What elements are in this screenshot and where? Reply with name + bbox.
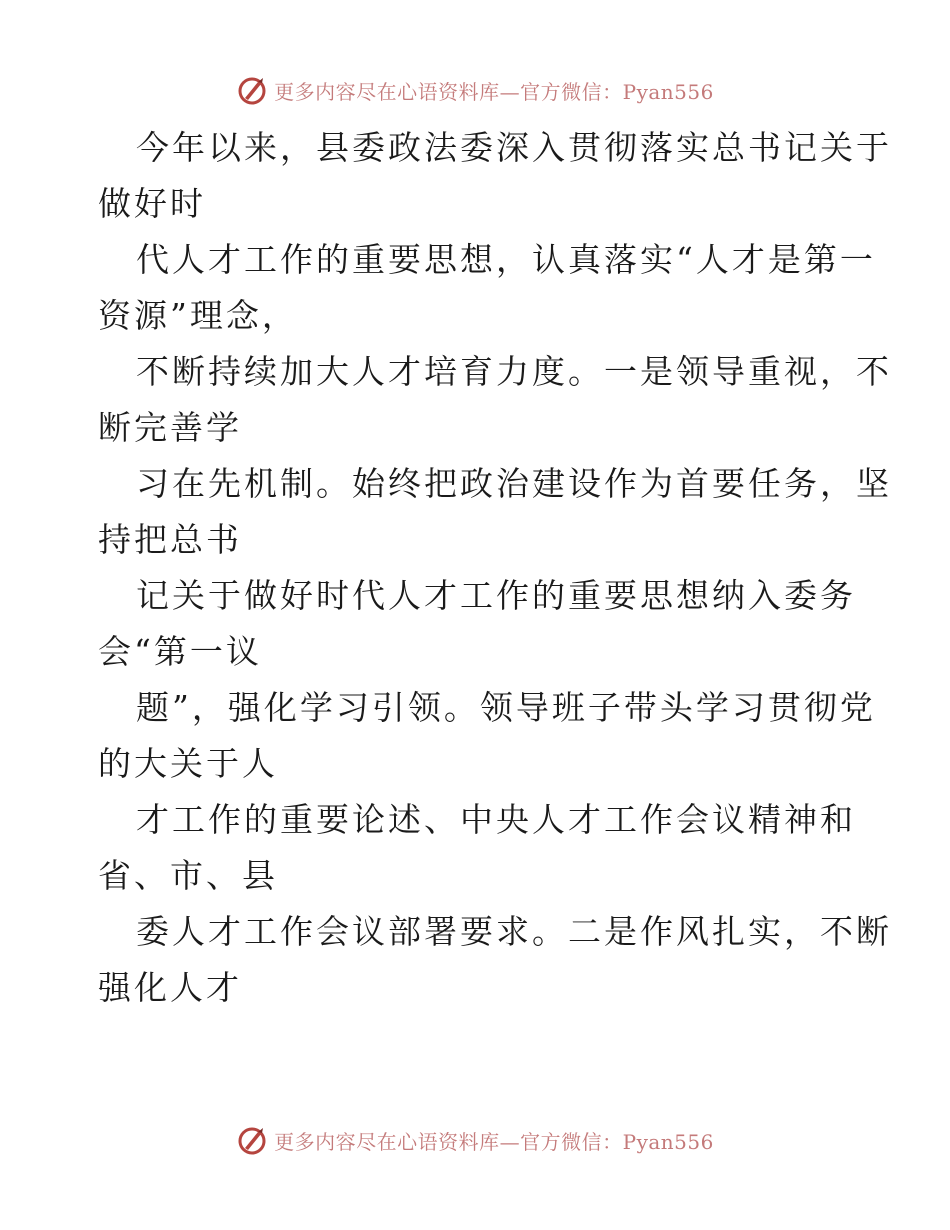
paragraph-line: 才工作的重要论述、中央人才工作会议精神和 [136, 800, 856, 839]
paragraph-line: 委人才工作会议部署要求。二是作风扎实，不断 [136, 912, 892, 951]
paragraph-line: 断完善学 [98, 408, 242, 447]
paragraph-line: 的大关于人 [98, 744, 278, 783]
paragraph [98, 792, 858, 904]
footer-banner [0, 1120, 950, 1160]
paragraph-line: 会“第一议 [98, 632, 262, 671]
paragraph-line: 题”，强化学习引领。领导班子带头学习贯彻党 [136, 688, 876, 727]
quill-pen-seal-icon [236, 1124, 268, 1156]
paragraph-line: 习在先机制。始终把政治建设作为首要任务，坚 [136, 464, 892, 503]
document-body [98, 120, 892, 1016]
paragraph-line: 不断持续加大人才培育力度。一是领导重视，不 [136, 352, 892, 391]
quill-pen-seal-icon [236, 74, 268, 106]
banner-text: 更多内容尽在心语资料库—官方微信：Pyan556 [274, 1129, 714, 1154]
paragraph [98, 232, 876, 344]
banner-text: 更多内容尽在心语资料库—官方微信：Pyan556 [274, 79, 714, 104]
paragraph [98, 680, 876, 792]
paragraph-line: 记关于做好时代人才工作的重要思想纳入委务 [136, 576, 856, 615]
paragraph [98, 904, 892, 1016]
paragraph [98, 120, 892, 232]
paragraph-line: 代人才工作的重要思想，认真落实“人才是第一 [136, 240, 876, 279]
paragraph [98, 344, 892, 456]
paragraph [98, 456, 892, 568]
paragraph-line: 今年以来，县委政法委深入贯彻落实总书记关于 [136, 128, 892, 167]
paragraph-line: 做好时 [98, 184, 206, 223]
header-banner [0, 70, 950, 110]
paragraph-line: 资源”理念， [98, 296, 298, 335]
paragraph-line: 持把总书 [98, 520, 242, 559]
paragraph-line: 省、市、县 [98, 856, 278, 895]
paragraph [98, 568, 858, 680]
paragraph-line: 强化人才 [98, 968, 242, 1007]
